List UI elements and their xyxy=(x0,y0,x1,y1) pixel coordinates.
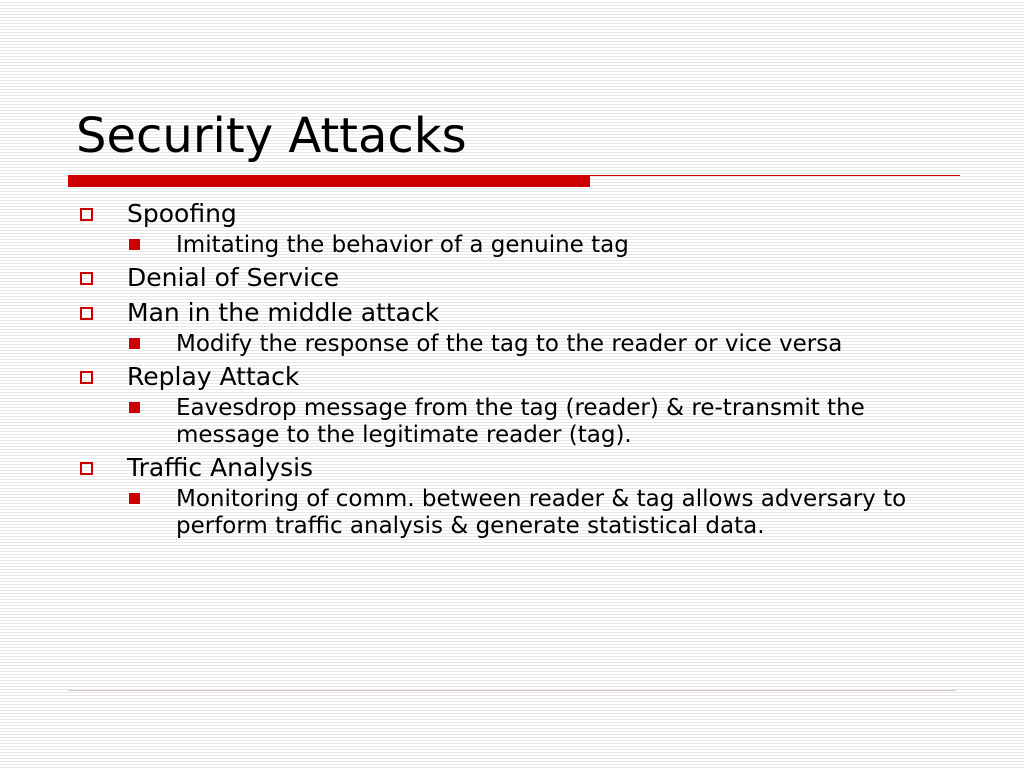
hollow-square-bullet-icon xyxy=(80,272,93,285)
filled-square-bullet-icon xyxy=(129,338,140,349)
bullet-item-man-in-the-middle xyxy=(76,297,956,329)
bullet-item-traffic-analysis xyxy=(76,452,956,484)
sub-bullet-item xyxy=(76,232,936,259)
sub-bullet-text: Imitating the behavior of a genuine tag xyxy=(176,232,629,258)
footer-divider xyxy=(68,690,956,691)
title-underline-thick xyxy=(68,175,590,187)
hollow-square-bullet-icon xyxy=(80,371,93,384)
bullet-list xyxy=(76,198,956,543)
bullet-text: Man in the middle attack xyxy=(127,298,440,327)
bullet-item-replay-attack xyxy=(76,361,956,393)
bullet-text: Replay Attack xyxy=(127,362,300,391)
bullet-item-denial-of-service xyxy=(76,262,956,294)
title-underline-thin xyxy=(590,175,960,176)
bullet-item-spoofing xyxy=(76,198,956,230)
hollow-square-bullet-icon xyxy=(80,462,93,475)
sub-bullet-item xyxy=(76,395,936,449)
sub-bullet-text: Eavesdrop message from the tag (reader) & re-transmit the message to the legitimate reader (tag). xyxy=(176,395,865,448)
bullet-text: Spoofing xyxy=(127,199,237,228)
hollow-square-bullet-icon xyxy=(80,307,93,320)
bullet-text: Denial of Service xyxy=(127,263,340,292)
filled-square-bullet-icon xyxy=(129,239,140,250)
filled-square-bullet-icon xyxy=(129,493,140,504)
hollow-square-bullet-icon xyxy=(80,208,93,221)
sub-bullet-text: Monitoring of comm. between reader & tag allows adversary to perform traffic analysis & generate statistical data. xyxy=(176,486,907,539)
slide-title: Security Attacks xyxy=(76,108,467,164)
sub-bullet-item xyxy=(76,331,936,358)
filled-square-bullet-icon xyxy=(129,402,140,413)
bullet-text: Traffic Analysis xyxy=(127,453,314,482)
sub-bullet-text: Modify the response of the tag to the reader or vice versa xyxy=(176,331,843,357)
sub-bullet-item xyxy=(76,486,936,540)
